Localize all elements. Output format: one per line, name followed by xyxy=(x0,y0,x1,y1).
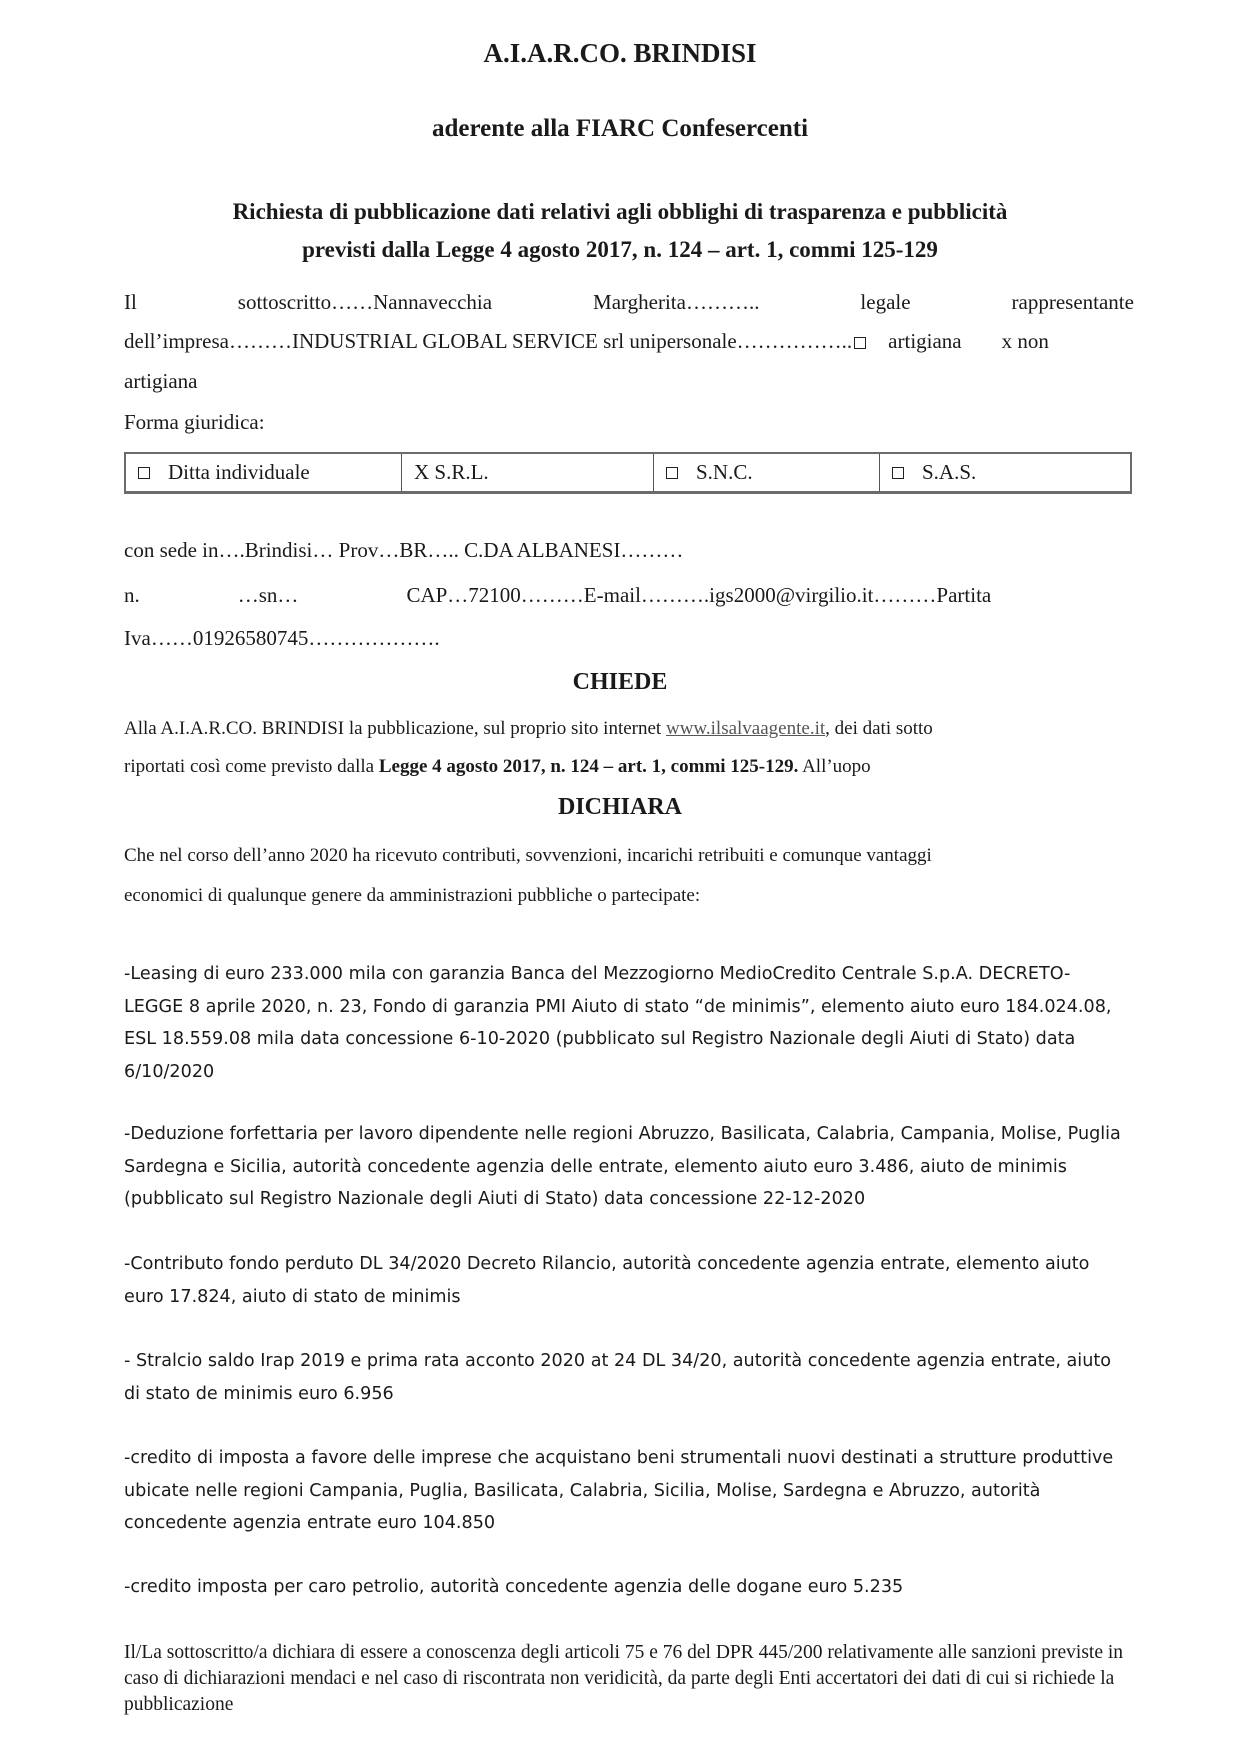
item-leasing: -Leasing di euro 233.000 mila con garanzia Banca del Mezzogiorno MedioCredito Centrale S.p.A. DECRETO-LEGGE 8 aprile 2020, n. 23, Fondo di garanzia PMI Aiuto di stato “de minimis”, elemento aiuto euro 184.024.08, ESL 18.559.08 mila data concessione 6-10-2020 (pubblicato sul Registro Nazionale degli Aiuti di Stato) data 6/10/2020 xyxy=(124,964,1112,1082)
applicant-line-2 xyxy=(124,329,1134,354)
option-label: S.N.C. xyxy=(696,460,753,484)
request-title-line2: previsti dalla Legge 4 agosto 2017, n. 124 – art. 1, commi 125-129 xyxy=(302,237,938,262)
civic-number: …sn… xyxy=(237,583,299,607)
applicant-line-1 xyxy=(124,290,1134,315)
chiede-text-a: Alla A.I.A.R.CO. BRINDISI la pubblicazione, sul proprio sito internet xyxy=(124,718,666,739)
legale-word: legale xyxy=(860,290,911,314)
option-label: Ditta individuale xyxy=(168,460,310,484)
option-ditta-individuale xyxy=(126,454,402,491)
chiede-line-1 xyxy=(124,710,1134,748)
option-snc xyxy=(654,454,880,491)
dichiara-intro xyxy=(124,836,1134,916)
non-artigiana-label: x non xyxy=(1001,329,1049,353)
association-subtitle: aderente alla FIARC Confesercenti xyxy=(431,115,809,142)
forma-giuridica-label: Forma giuridica: xyxy=(124,410,265,434)
law-reference: Legge 4 agosto 2017, n. 124 – art. 1, commi 125-129. xyxy=(378,756,799,777)
item-stralcio-irap: - Stralcio saldo Irap 2019 e prima rata acconto 2020 at 24 DL 34/20, autorità concedente agenzia entrate, aiuto di stato de minimis euro 6.956 xyxy=(124,1351,1112,1404)
item-contributo: -Contributo fondo perduto DL 34/2020 Decreto Rilancio, autorità concedente agenzia entrate, elemento aiuto euro 17.824, aiuto di stato de minimis xyxy=(124,1254,1090,1307)
item-deduzione: -Deduzione forfettaria per lavoro dipendente nelle regioni Abruzzo, Basilicata, Calabria, Campania, Molise, Puglia Sardegna e Sicilia, autorità concedente agenzia delle entrate, elemento aiuto euro 3.486, aiuto de minimis (pubblicato sul Registro Nazionale degli Aiuti di Stato) data concessione 22-12-2020 xyxy=(124,1124,1121,1209)
checkbox-empty-icon xyxy=(892,467,904,479)
chiede-paragraph xyxy=(124,710,1134,786)
option-srl xyxy=(402,454,654,491)
il-word: Il xyxy=(124,290,137,314)
request-title-line1: Richiesta di pubblicazione dati relativi agli obblighi di trasparenza e pubblicità xyxy=(232,199,1008,224)
cap-email-partita: CAP…72100………E-mail……….igs2000@virgilio.it………Partita xyxy=(406,583,992,607)
artigiana-checkbox xyxy=(854,337,866,349)
request-title xyxy=(0,193,1240,269)
item-credito-petrolio: -credito imposta per caro petrolio, autorità concedente agenzia delle dogane euro 5.235 xyxy=(124,1577,904,1597)
checkbox-empty-icon xyxy=(666,467,678,479)
address-line-2 xyxy=(124,583,1134,608)
dichiara-intro-line1: Che nel corso dell’anno 2020 ha ricevuto contributi, sovvenzioni, incarichi retribuiti e comunque vantaggi xyxy=(124,845,932,866)
rappresentante-word: rappresentante xyxy=(1011,290,1134,314)
chiede-line-2 xyxy=(124,748,1134,786)
company-name: dell’impresa………INDUSTRIAL GLOBAL SERVICE srl unipersonale…………….. xyxy=(124,329,853,353)
option-label: S.R.L. xyxy=(434,460,489,484)
item-credito-beni: -credito di imposta a favore delle imprese che acquistano beni strumentali nuovi destinati a strutture produttive ubicate nelle regioni Campania, Puglia, Basilicata, Calabria, Sicilia, Molise, Sardegna e Abruzzo, autorità concedente agenzia entrate euro 104.850 xyxy=(124,1448,1114,1533)
chiede-text-c: riportati così come previsto dalla xyxy=(124,756,379,777)
artigiana-continuation: artigiana xyxy=(124,369,198,393)
applicant-surname: Margherita……….. xyxy=(593,290,760,314)
website-link[interactable]: www.ilsalvaagente.it xyxy=(665,718,826,739)
dichiara-intro-line2: economici di qualunque genere da amministrazioni pubbliche o partecipate: xyxy=(124,885,701,906)
number-label: n. xyxy=(124,583,140,607)
dichiara-heading: DICHIARA xyxy=(557,794,682,820)
chiede-text-d: All’uopo xyxy=(798,756,871,777)
chiede-text-b: , dei dati sotto xyxy=(825,718,933,739)
forma-giuridica-table xyxy=(124,452,1132,494)
partita-iva: Iva……01926580745………………. xyxy=(124,626,440,650)
association-title: A.I.A.R.CO. BRINDISI xyxy=(483,38,757,68)
checkbox-empty-icon xyxy=(138,467,150,479)
declaration-footer: Il/La sottoscritto/a dichiara di essere a conoscenza degli articoli 75 e 76 del DPR 445/200 relativamente alle sanzioni previste in caso di dichiarazioni mendaci e nel caso di riscontrata non veridicità, da parte degli Enti accertatori dei dati di cui si richiede la pubblicazione xyxy=(124,1642,1124,1715)
artigiana-label: artigiana xyxy=(888,329,962,353)
option-sas xyxy=(880,454,1130,491)
applicant-name: sottoscritto……Nannavecchia xyxy=(237,290,493,314)
option-label: S.A.S. xyxy=(922,460,977,484)
address-line-1: con sede in….Brindisi… Prov…BR….. C.DA ALBANESI……… xyxy=(124,538,684,562)
chiede-heading: CHIEDE xyxy=(572,669,668,695)
option-mark: X xyxy=(414,460,430,484)
